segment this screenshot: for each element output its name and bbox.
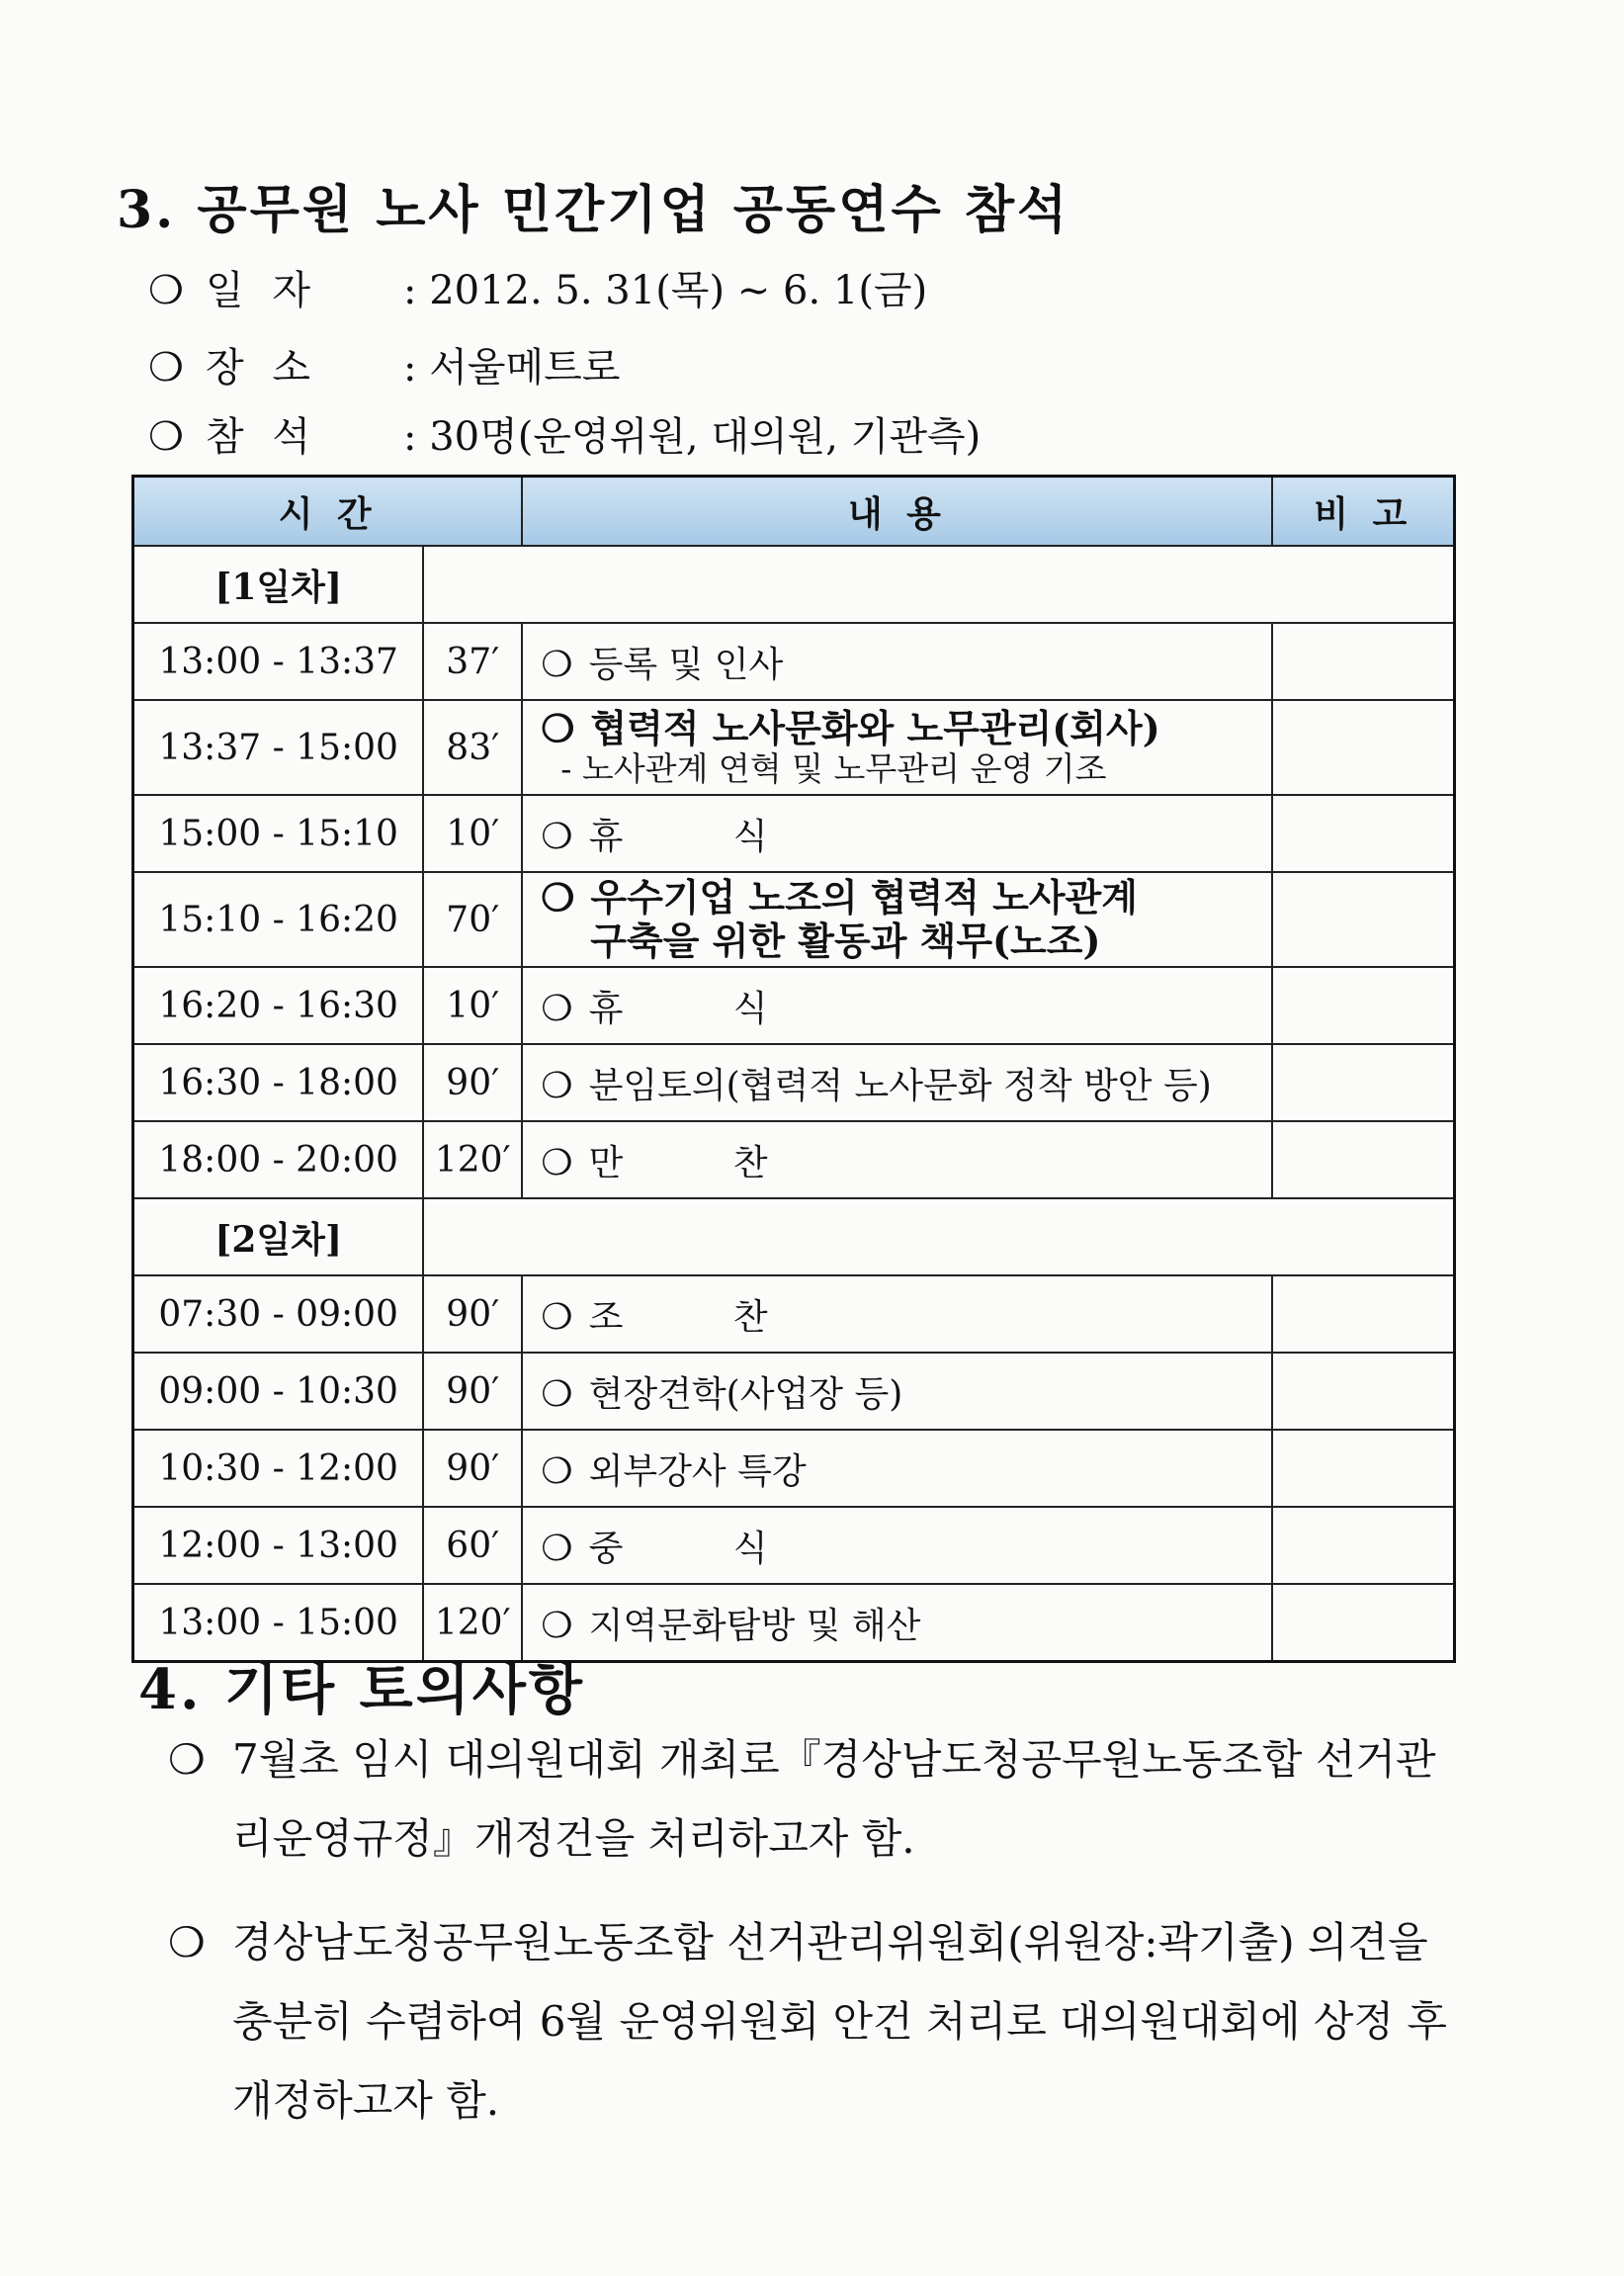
bullet-icon: ❍: [148, 414, 184, 460]
table-row: [133, 1507, 1455, 1584]
bullet-icon: ❍: [148, 345, 184, 391]
row-content-text: 등록 및 인사: [588, 644, 784, 685]
info-label: 장 소: [206, 345, 318, 391]
section-3-title: 3. 공무원 노사 민간기업 공동연수 참석: [117, 180, 1070, 240]
day1-label: [1일차]: [133, 546, 424, 623]
bullet-icon: ❍: [541, 644, 573, 685]
day-row-blank: [423, 1198, 1454, 1275]
table-header-row: [133, 477, 1455, 547]
row-content-text: 중 식: [588, 1528, 817, 1569]
row-content-text: 휴 식: [588, 988, 817, 1029]
row-content-text: 만 찬: [588, 1142, 817, 1183]
row-content: [522, 872, 1272, 967]
row-minutes: 83′: [423, 700, 522, 795]
day-row: [133, 1198, 1455, 1275]
table-row: [133, 1275, 1455, 1353]
row-content: [522, 1584, 1272, 1662]
bullet-icon: ❍: [541, 1373, 573, 1415]
info-value: : 30명(운영위원, 대의원, 기관측): [403, 414, 982, 460]
row-time: 18:00 - 20:00: [133, 1121, 424, 1198]
row-note: [1272, 1044, 1454, 1121]
row-note: [1272, 872, 1454, 967]
row-content: [522, 1353, 1272, 1430]
bullet-icon: ❍: [541, 988, 573, 1029]
row-minutes: 90′: [423, 1353, 522, 1430]
list-item-text: 경상남도청공무원노동조합 선거관리위원회(위원장:곽기출) 의견을 충분히 수렴하여 6월 운영위원회 안건 처리로 대의원대회에 상정 후 개정하고자 함.: [232, 1918, 1447, 2125]
row-note: [1272, 1584, 1454, 1662]
bullet-icon: ❍: [541, 1065, 573, 1106]
table-row: [133, 872, 1455, 967]
info-value: : 서울메트로: [403, 345, 621, 391]
info-label: 일 자: [206, 268, 318, 313]
info-label: 참 석: [206, 414, 318, 460]
row-minutes: 10′: [423, 967, 522, 1044]
row-note: [1272, 700, 1454, 795]
row-time: 07:30 - 09:00: [133, 1275, 424, 1353]
list-item-text: 7월초 임시 대의원대회 개최로『경상남도청공무원노동조합 선거관리운영규정』개정건을 처리하고자 함.: [232, 1735, 1436, 1863]
bullet-icon: ❍: [541, 816, 573, 857]
row-content: [522, 1121, 1272, 1198]
info-date: [148, 259, 927, 315]
schedule-table: [131, 475, 1456, 1663]
row-content: [522, 1507, 1272, 1584]
row-content: [522, 795, 1272, 872]
row-time: 13:00 - 13:37: [133, 623, 424, 700]
table-row: [133, 623, 1455, 700]
row-note: [1272, 795, 1454, 872]
row-time: 16:20 - 16:30: [133, 967, 424, 1044]
row-minutes: 70′: [423, 872, 522, 967]
row-minutes: 90′: [423, 1430, 522, 1507]
bullet-icon: ❍: [541, 1296, 573, 1338]
row-note: [1272, 1121, 1454, 1198]
row-content-text: 지역문화탐방 및 해산: [588, 1605, 921, 1646]
bullet-icon: ❍: [541, 706, 575, 750]
list-item: [168, 1903, 1473, 2141]
table-row: [133, 1430, 1455, 1507]
row-time: 15:10 - 16:20: [133, 872, 424, 967]
row-content: [522, 1044, 1272, 1121]
row-time: 10:30 - 12:00: [133, 1430, 424, 1507]
row-content-text: 우수기업 노조의 협력적 노사관계: [590, 875, 1138, 919]
row-minutes: 90′: [423, 1275, 522, 1353]
row-note: [1272, 1353, 1454, 1430]
row-note: [1272, 623, 1454, 700]
row-content-text: 협력적 노사문화와 노무관리(회사): [590, 706, 1160, 750]
row-content-text: 현장견학(사업장 등): [588, 1373, 903, 1415]
row-minutes: 37′: [423, 623, 522, 700]
row-note: [1272, 1430, 1454, 1507]
table-row: [133, 1353, 1455, 1430]
row-time: 12:00 - 13:00: [133, 1507, 424, 1584]
table-row: [133, 967, 1455, 1044]
bullet-icon: ❍: [541, 875, 575, 919]
day-row: [133, 546, 1455, 623]
section-4-title: 4. 기타 토의사항: [138, 1657, 586, 1722]
table-row: [133, 700, 1455, 795]
header-content: 내 용: [522, 477, 1272, 547]
bullet-icon: ❍: [168, 1735, 206, 1784]
row-content-main: [541, 707, 1271, 750]
row-time: 15:00 - 15:10: [133, 795, 424, 872]
bullet-icon: ❍: [541, 1142, 573, 1183]
row-content-text: 휴 식: [588, 816, 817, 857]
info-value: : 2012. 5. 31(목) ~ 6. 1(금): [403, 268, 928, 313]
header-note: 비 고: [1272, 477, 1454, 547]
table-row: [133, 1121, 1455, 1198]
day-row-blank: [423, 546, 1454, 623]
row-time: 16:30 - 18:00: [133, 1044, 424, 1121]
row-content: [522, 1430, 1272, 1507]
bullet-icon: ❍: [541, 1605, 573, 1646]
row-minutes: 90′: [423, 1044, 522, 1121]
row-minutes: 120′: [423, 1121, 522, 1198]
row-time: 13:37 - 15:00: [133, 700, 424, 795]
row-note: [1272, 967, 1454, 1044]
info-place: [148, 336, 620, 393]
row-content-main: [541, 876, 1271, 919]
row-content-text: 조 찬: [588, 1296, 817, 1338]
day2-label: [2일차]: [133, 1198, 424, 1275]
row-minutes: 10′: [423, 795, 522, 872]
row-time: 13:00 - 15:00: [133, 1584, 424, 1662]
bullet-icon: ❍: [148, 268, 184, 313]
row-time: 09:00 - 10:30: [133, 1353, 424, 1430]
header-time: 시 간: [133, 477, 523, 547]
row-content: [522, 623, 1272, 700]
bullet-icon: ❍: [541, 1528, 573, 1569]
row-note: [1272, 1275, 1454, 1353]
list-item: [168, 1720, 1473, 1879]
row-content-sub: 구축을 위한 활동과 책무(노조): [590, 919, 1101, 963]
bullet-icon: ❍: [168, 1918, 206, 1967]
bullet-icon: ❍: [541, 1450, 573, 1492]
row-content: [522, 1275, 1272, 1353]
row-minutes: 120′: [423, 1584, 522, 1662]
row-content: [522, 700, 1272, 795]
row-content: [522, 967, 1272, 1044]
row-content-text: 외부강사 특강: [588, 1450, 807, 1492]
row-content-text: 분임토의(협력적 노사문화 정착 방안 등): [588, 1065, 1212, 1106]
table-row: [133, 1044, 1455, 1121]
table-row: [133, 795, 1455, 872]
row-minutes: 60′: [423, 1507, 522, 1584]
info-attendees: [148, 405, 981, 462]
row-note: [1272, 1507, 1454, 1584]
row-content-sub: - 노사관계 연혁 및 노무관리 운영 기조: [560, 749, 1107, 788]
